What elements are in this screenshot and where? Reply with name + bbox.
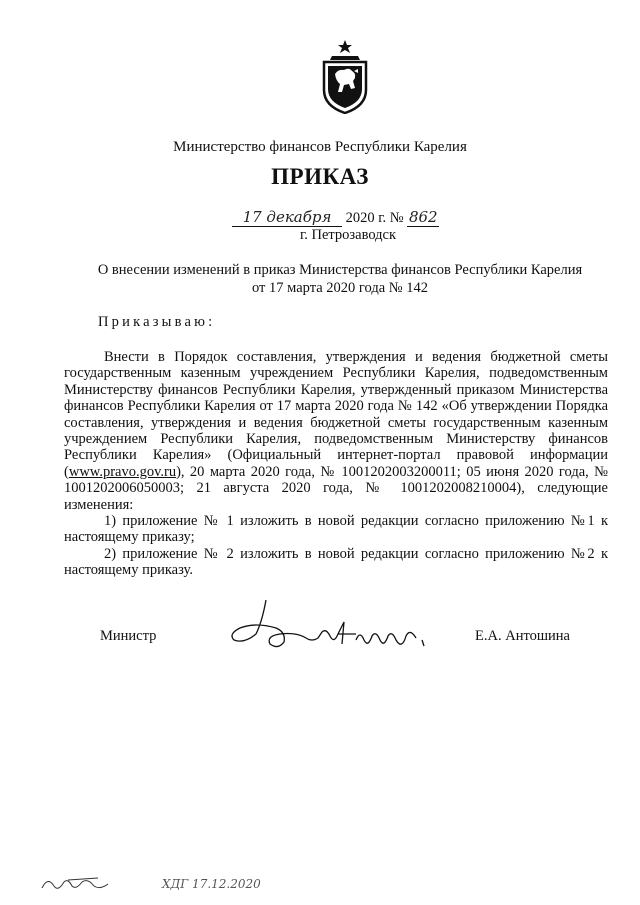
- subject-line-1: О внесении изменений в приказ Министерства финансов Республики Карелия: [97, 262, 583, 278]
- subject-line-2: от 17 марта 2020 года № 142: [252, 280, 428, 296]
- handwritten-order-number: 862: [408, 208, 438, 226]
- handwritten-signature: [226, 592, 442, 662]
- date-year-label: 2020 г. №: [345, 210, 404, 226]
- document-type-title: ПРИКАЗ: [271, 164, 369, 189]
- handwritten-date: 17 декабря: [232, 208, 342, 227]
- ministry-name: Министерство финансов Республики Карелия: [173, 139, 467, 155]
- body-item-2: 2) приложение № 2 изложить в новой редакции согласно приложению №2 к настоящему приказу.: [64, 545, 608, 579]
- order-subject: [80, 261, 600, 297]
- date-number-row: [232, 208, 439, 227]
- handwritten-footer-marks: [38, 866, 298, 896]
- signatory-name: Е.А. Антошина: [475, 628, 570, 644]
- body-intro-text-a: Внести в Порядок составления, утверждения и ведения бюджетной сметы государственным казенным учреждением Республики Карелия, подведомственным Министерству финансов Республики Карелия, утвержденный приказом Министерства финансов Республики Карелия от 17 марта 2020 года № 142 «Об утверждении Порядка составления, утверждения и ведения бюджетной сметы государственным казенным учреждением Республики Карелия, подведомственным Министерству финансов Республики Карелия» (Официальный интернет-портал правовой информации (: [64, 349, 608, 480]
- karelia-coat-of-arms-icon: [318, 40, 372, 114]
- pravo-link[interactable]: www.pravo.gov.ru: [68, 463, 177, 480]
- body-intro-text-b: ), 20 марта 2020 года, № 1001202003200011; 05 июня 2020 года, № 1001202006050003; 21 августа 2020 года, № 1001202008210004), следующие изменения:: [64, 463, 608, 513]
- body-item-1: 1) приложение № 1 изложить в новой редакции согласно приложению №1 к настоящему приказу;: [64, 513, 608, 546]
- body-intro-paragraph: [64, 349, 608, 513]
- order-body: [64, 349, 608, 579]
- city-label: г. Петрозаводск: [299, 227, 397, 243]
- orders-word: Приказываю:: [98, 314, 216, 330]
- stamp-text: ХДГ 17.12.2020: [162, 877, 261, 891]
- signatory-role: Министр: [100, 628, 157, 644]
